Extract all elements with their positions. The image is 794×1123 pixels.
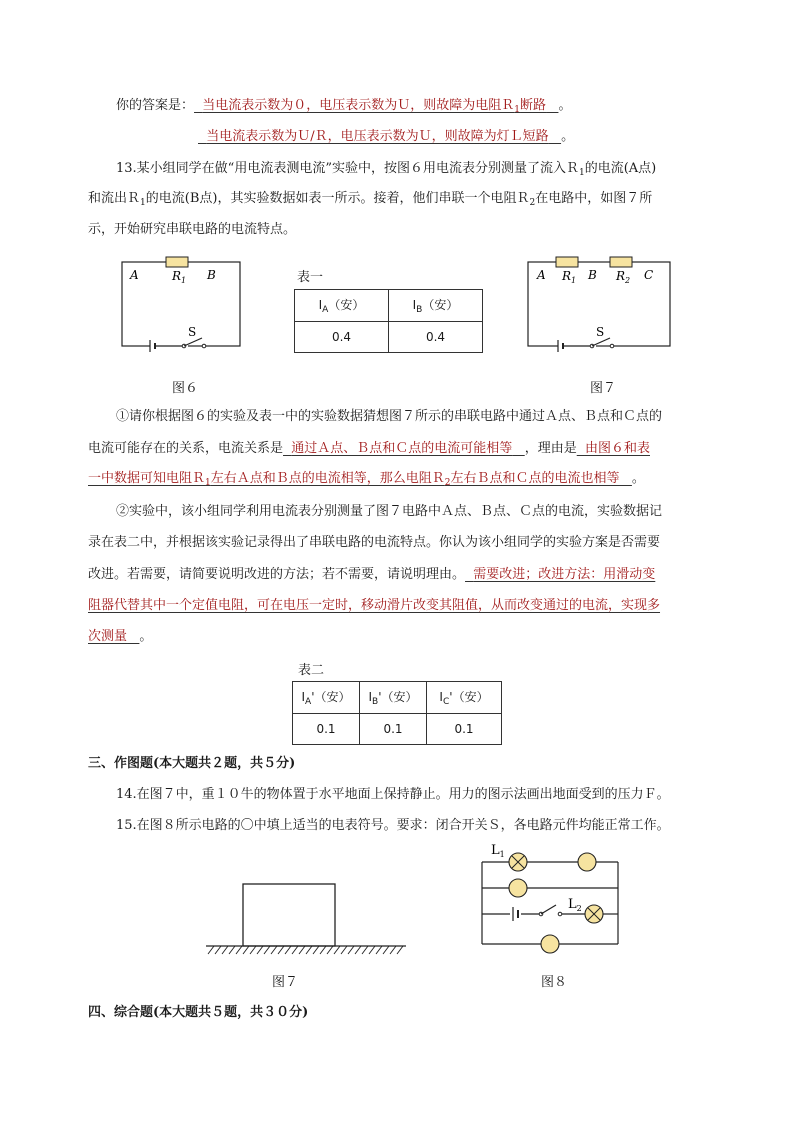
table-1: [294, 289, 483, 353]
label-b: B: [207, 268, 216, 282]
label-b: B: [588, 268, 597, 282]
label-r1: $R_1$: [172, 269, 187, 285]
resistor-r1: [166, 257, 188, 267]
label-s: S: [188, 325, 197, 339]
label-r1: $R_1$: [562, 269, 577, 285]
answer-1: 当电流表示数为０，电压表示数为Ｕ，则故障为电阻Ｒ$_1$断路: [202, 98, 547, 115]
label-s: S: [596, 325, 605, 339]
table-2: [292, 681, 502, 745]
label-r2: $R_2$: [616, 269, 631, 285]
q13-2-line-3: 改进。若需要，请简要说明改进的方法；若不需要，请说明理由。 需要改进；改进方法：用滑动变: [88, 567, 656, 582]
answer-label: 你的答案是：: [116, 98, 195, 113]
q14-text: 14.在图７中，重１０牛的物体置于水平地面上保持静止。用力的图示法画出地面受到的压力Ｆ。: [116, 787, 670, 802]
q13-2-line-2: 录在表二中，并根据该实验记录得出了串联电路的电流特点。你认为该小组同学的实验方案是否需要: [88, 535, 661, 550]
table2-header-ib: $I_B'$（安）: [360, 682, 427, 714]
figure-6-circuit: [116, 252, 256, 352]
table1-cell-ia: 0.4: [295, 322, 389, 353]
table2-header-ia: $I_A'$（安）: [293, 682, 360, 714]
period: 。: [558, 98, 572, 113]
table2-cell-ic: 0.1: [427, 714, 502, 745]
figure-7-caption: 图７: [590, 381, 617, 396]
q13-2-line-5: 次测量 。: [88, 629, 153, 644]
label-a: A: [537, 268, 546, 282]
switch-contact: [610, 344, 614, 348]
ground-hatch: [208, 946, 403, 954]
section-3-heading: 三、作图题(本大题共２题，共５分): [88, 756, 296, 771]
q13-line-1: 13.某小组同学在做“用电流表测电流”实验中，按图６用电流表分别测量了流入Ｒ$_1$的电流(A点): [116, 161, 657, 178]
answer-current-relation: 通过Ａ点、Ｂ点和Ｃ点的电流可能相等: [291, 441, 513, 456]
label-l2: $L_2$: [568, 897, 582, 913]
switch-contact: [558, 912, 562, 916]
table2-cell-ia: 0.1: [293, 714, 360, 745]
q13-line-2: 和流出Ｒ$_1$的电流(B点)，其实验数据如表一所示。接着，他们串联一个电阻Ｒ$_2$在电路中，如图７所: [88, 191, 653, 208]
q13-1-line-1: ①请你根据图６的实验及表一中的实验数据猜想图７所示的串联电路中通过Ａ点、Ｂ点和Ｃ点的: [116, 409, 663, 424]
answer-improve-start: 需要改进；改进方法：用滑动变: [473, 567, 656, 582]
q13-2-line-1: ②实验中，该小组同学利用电流表分别测量了图７电路中Ａ点、Ｂ点、Ｃ点的电流，实验数据记: [116, 504, 663, 519]
answer-reason-end: 一中数据可知电阻Ｒ$_1$左右Ａ点和Ｂ点的电流相等，那么电阻Ｒ$_2$左右Ｂ点和Ｃ点的电流也相等: [88, 471, 620, 488]
resistor-r1: [556, 257, 578, 267]
table1-header-ib: $I_B$（安）: [389, 290, 483, 322]
switch-contact: [202, 344, 206, 348]
answer-improve-middle: 阻器代替其中一个定值电阻，可在电压一定时，移动滑片改变其阻值，从而改变通过的电流，实现多: [88, 598, 661, 613]
resistor-r2: [610, 257, 632, 267]
block: [243, 884, 335, 946]
switch-lever: [541, 905, 556, 914]
table2-header-ic: $I_C'$（安）: [427, 682, 502, 714]
period: 。: [561, 129, 575, 144]
q13-1-line-3: 一中数据可知电阻Ｒ$_1$左右Ａ点和Ｂ点的电流相等，那么电阻Ｒ$_2$左右Ｂ点和Ｃ点的电流也相等 。: [88, 471, 645, 488]
figure-6-caption: 图６: [172, 381, 199, 396]
meter-slot: [509, 879, 527, 897]
meter-slot: [541, 935, 559, 953]
answer-line-1: [116, 97, 571, 119]
q13-2-line-4: [88, 597, 660, 615]
figure-8-caption: 图８: [541, 975, 568, 990]
switch-lever: [592, 338, 610, 346]
circuit-wire: [482, 862, 618, 944]
table2-title: 表二: [298, 663, 325, 678]
switch-lever: [184, 338, 202, 346]
table1-cell-ib: 0.4: [389, 322, 483, 353]
section-4-heading: 四、综合题(本大题共５题，共３０分): [88, 1005, 309, 1020]
figure-7-block: [206, 880, 406, 960]
figure-7-circuit: [526, 252, 676, 352]
label-c: C: [644, 268, 654, 282]
meter-slot: [578, 853, 596, 871]
answer-improve-end: 次测量: [88, 629, 128, 644]
q15-text: 15.在图８所示电路的〇中填上适当的电表符号。要求：闭合开关Ｓ，各电路元件均能正常工作。: [116, 818, 670, 833]
figure-7b-caption: 图７: [272, 975, 299, 990]
q13-line-3: 示，开始研究串联电路的电流特点。: [88, 222, 297, 237]
table1-title: 表一: [297, 270, 324, 285]
answer-reason-start: 由图６和表: [584, 441, 650, 456]
answer-line-2: [198, 128, 574, 146]
table2-cell-ib: 0.1: [360, 714, 427, 745]
label-l1: $L_1$: [491, 843, 505, 859]
q13-1-line-2: 电流可能存在的关系，电流关系是 通过Ａ点、Ｂ点和Ｃ点的电流可能相等 ，理由是 由图６和表: [88, 441, 650, 456]
label-a: A: [130, 268, 139, 282]
figure-8-circuit: [480, 840, 630, 960]
answer-2: 当电流表示数为Ｕ/Ｒ，电压表示数为Ｕ，则故障为灯Ｌ短路: [206, 129, 549, 144]
table1-header-ia: $I_A$（安）: [295, 290, 389, 322]
